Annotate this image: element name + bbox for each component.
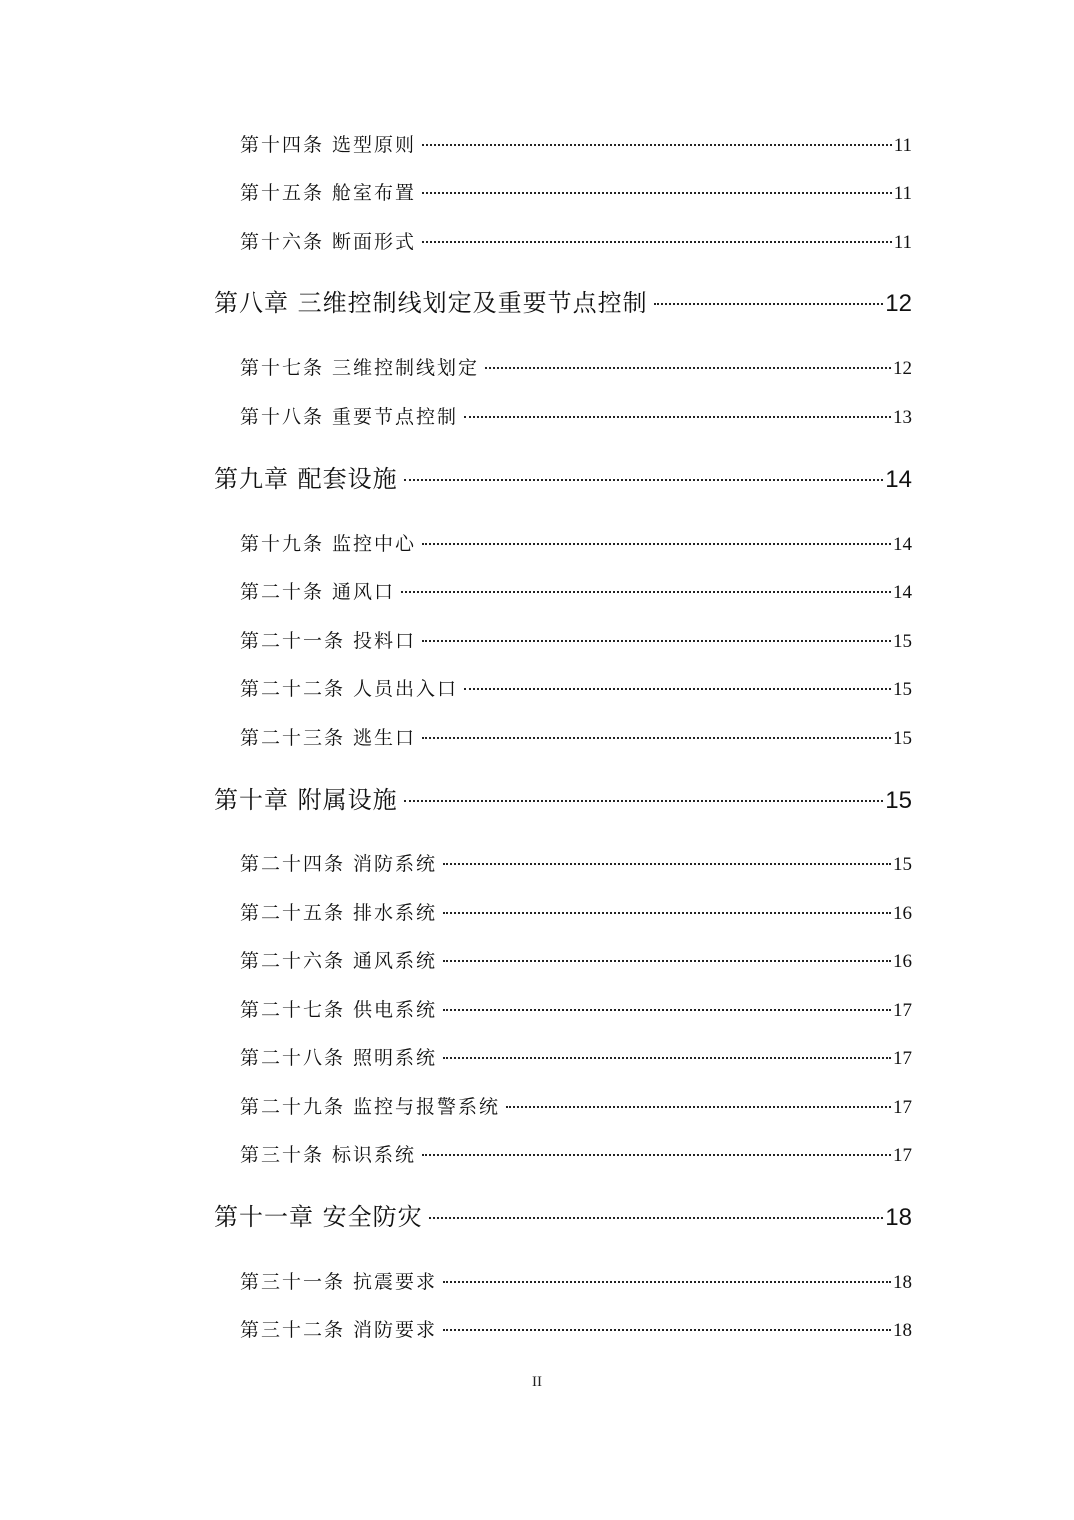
toc-chapter[interactable] [214, 461, 912, 497]
toc-entry[interactable] [240, 898, 912, 928]
toc-page-number: 15 [893, 679, 912, 700]
toc-entry[interactable] [240, 1092, 912, 1122]
toc-page-number: 12 [885, 290, 912, 317]
footer-page-number: II [532, 1374, 542, 1390]
dot-leader [464, 688, 891, 690]
toc-page-number: 17 [893, 1097, 912, 1118]
toc-entry-label: 第二十九条 监控与报警系统 [240, 1096, 501, 1118]
toc-entry[interactable] [240, 1140, 912, 1170]
toc-entry[interactable] [240, 353, 912, 383]
toc-page-number: 16 [893, 903, 912, 924]
dot-leader [443, 960, 891, 962]
toc-page-number: 18 [885, 1204, 912, 1231]
dot-leader [401, 591, 891, 593]
dot-leader [422, 144, 892, 146]
toc-entry-label: 第三十二条 消防要求 [240, 1319, 438, 1341]
toc-entry[interactable] [240, 130, 912, 160]
dot-leader [422, 737, 891, 739]
dot-leader [443, 863, 891, 865]
toc-page-number: 11 [893, 232, 912, 253]
toc-page-number: 17 [893, 1048, 912, 1069]
toc-entry-label: 第二十五条 排水系统 [240, 902, 438, 924]
dot-leader [443, 1009, 891, 1011]
toc-page-number: 15 [893, 854, 912, 875]
dot-leader [506, 1106, 891, 1108]
dot-leader [422, 543, 891, 545]
toc-chapter[interactable] [214, 782, 912, 818]
toc-entry-label: 第十八条 重要节点控制 [240, 406, 459, 428]
toc-entry-label: 第二十三条 逃生口 [240, 727, 417, 749]
toc-entry[interactable] [240, 995, 912, 1025]
toc-entry-label: 第二十四条 消防系统 [240, 853, 438, 875]
toc-entry[interactable] [240, 178, 912, 208]
toc-entry-label: 第三十一条 抗震要求 [240, 1271, 438, 1293]
toc-page-number: 15 [893, 728, 912, 749]
toc-entry[interactable] [240, 529, 912, 559]
dot-leader [422, 640, 891, 642]
toc-page-number: 16 [893, 951, 912, 972]
dot-leader [422, 1154, 891, 1156]
toc-page-number: 18 [893, 1320, 912, 1341]
toc-entry[interactable] [240, 227, 912, 257]
toc-entry-label: 第十六条 断面形式 [240, 231, 417, 253]
toc-entry[interactable] [240, 626, 912, 656]
toc-page-number: 11 [893, 183, 912, 204]
toc-page-number: 17 [893, 1000, 912, 1021]
toc-page-number: 14 [893, 534, 912, 555]
toc-chapter[interactable] [214, 1199, 912, 1235]
dot-leader [404, 800, 884, 802]
toc-chapter-label: 第九章 配套设施 [214, 465, 398, 493]
dot-leader [422, 241, 892, 243]
toc-entry[interactable] [240, 1043, 912, 1073]
toc-entry-label: 第二十条 通风口 [240, 581, 396, 603]
toc-entry[interactable] [240, 674, 912, 704]
toc-page-number: 15 [893, 631, 912, 652]
dot-leader [485, 367, 891, 369]
toc-entry-label: 第三十条 标识系统 [240, 1144, 417, 1166]
toc-entry-label: 第十四条 选型原则 [240, 134, 417, 156]
toc-entry-label: 第二十一条 投料口 [240, 630, 417, 652]
toc-page-number: 18 [893, 1272, 912, 1293]
dot-leader [422, 192, 892, 194]
toc-page-number: 14 [885, 466, 912, 493]
dot-leader [654, 303, 884, 305]
toc-entry-label: 第二十八条 照明系统 [240, 1047, 438, 1069]
toc-page-number: 14 [893, 582, 912, 603]
toc-entry[interactable] [240, 849, 912, 879]
toc-page-number: 15 [885, 787, 912, 814]
toc-entry-label: 第二十六条 通风系统 [240, 950, 438, 972]
toc-entry-label: 第十九条 监控中心 [240, 533, 417, 555]
toc-page-number: 13 [893, 407, 912, 428]
toc-chapter-label: 第十一章 安全防灾 [214, 1203, 423, 1231]
toc-entry-label: 第二十二条 人员出入口 [240, 678, 459, 700]
toc-entry-label: 第十七条 三维控制线划定 [240, 357, 480, 379]
toc-entry[interactable] [240, 946, 912, 976]
toc-page-number: 12 [893, 358, 912, 379]
toc-entry-label: 第十五条 舱室布置 [240, 182, 417, 204]
toc-entry[interactable] [240, 402, 912, 432]
dot-leader [429, 1217, 884, 1219]
dot-leader [443, 1329, 891, 1331]
dot-leader [404, 479, 884, 481]
toc-page-number: 17 [893, 1145, 912, 1166]
dot-leader [443, 1281, 891, 1283]
toc-page-number: 11 [893, 135, 912, 156]
toc-chapter-label: 第十章 附属设施 [214, 786, 398, 814]
toc-entry-label: 第二十七条 供电系统 [240, 999, 438, 1021]
dot-leader [464, 416, 891, 418]
toc-chapter-label: 第八章 三维控制线划定及重要节点控制 [214, 289, 648, 317]
dot-leader [443, 1057, 891, 1059]
page-footer [0, 1374, 1074, 1391]
dot-leader [443, 912, 891, 914]
toc-entry[interactable] [240, 723, 912, 753]
toc-entry[interactable] [240, 1267, 912, 1297]
toc-entry[interactable] [240, 577, 912, 607]
toc-chapter[interactable] [214, 285, 912, 321]
toc-entry[interactable] [240, 1315, 912, 1345]
